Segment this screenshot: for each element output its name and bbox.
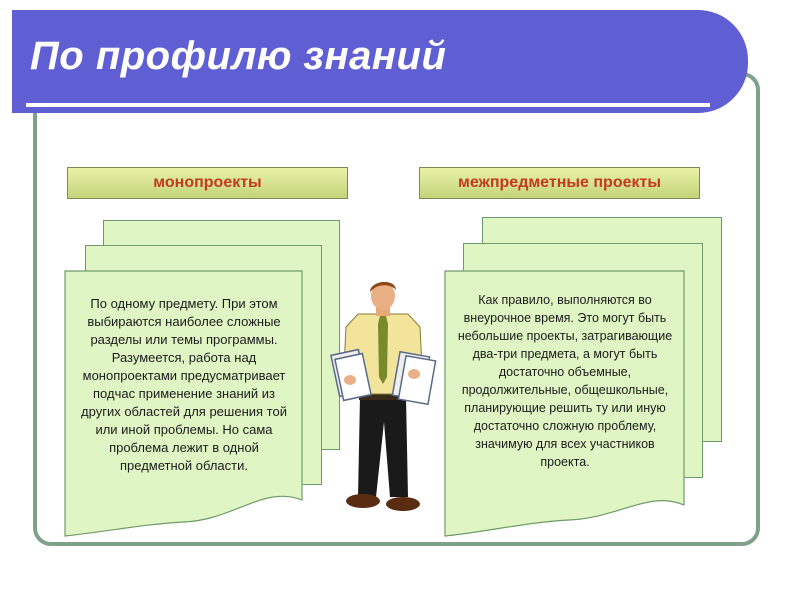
businessman-illustration [330,282,440,517]
left-page-text: По одному предмету. При этом выбираются наиболее сложные разделы или темы программы. Разумеется, работа над монопроектами предусматривает подчас применение знаний из других областей для решения той или иной проблемы. Но сама проблема лежит в одной предметной области. [81,296,287,473]
title-underline [26,103,710,107]
header-interdisciplinary [419,167,700,199]
header-interdisciplinary-label: межпредметные проекты [457,174,661,191]
header-monoprojects [67,167,348,199]
right-page-text: Как правило, выполняются во внеурочное время. Это могут быть небольшие проекты, затрагивающие два-три предмета, а могут быть достаточно объемные, продолжительные, общешкольные, планирующие решить ту или иную достаточно сложную проблему, значимую для всех участников проекта. [457,293,673,469]
slide-title: По профилю знаний [30,34,447,78]
header-monoprojects-label: монопроекты [153,174,262,191]
